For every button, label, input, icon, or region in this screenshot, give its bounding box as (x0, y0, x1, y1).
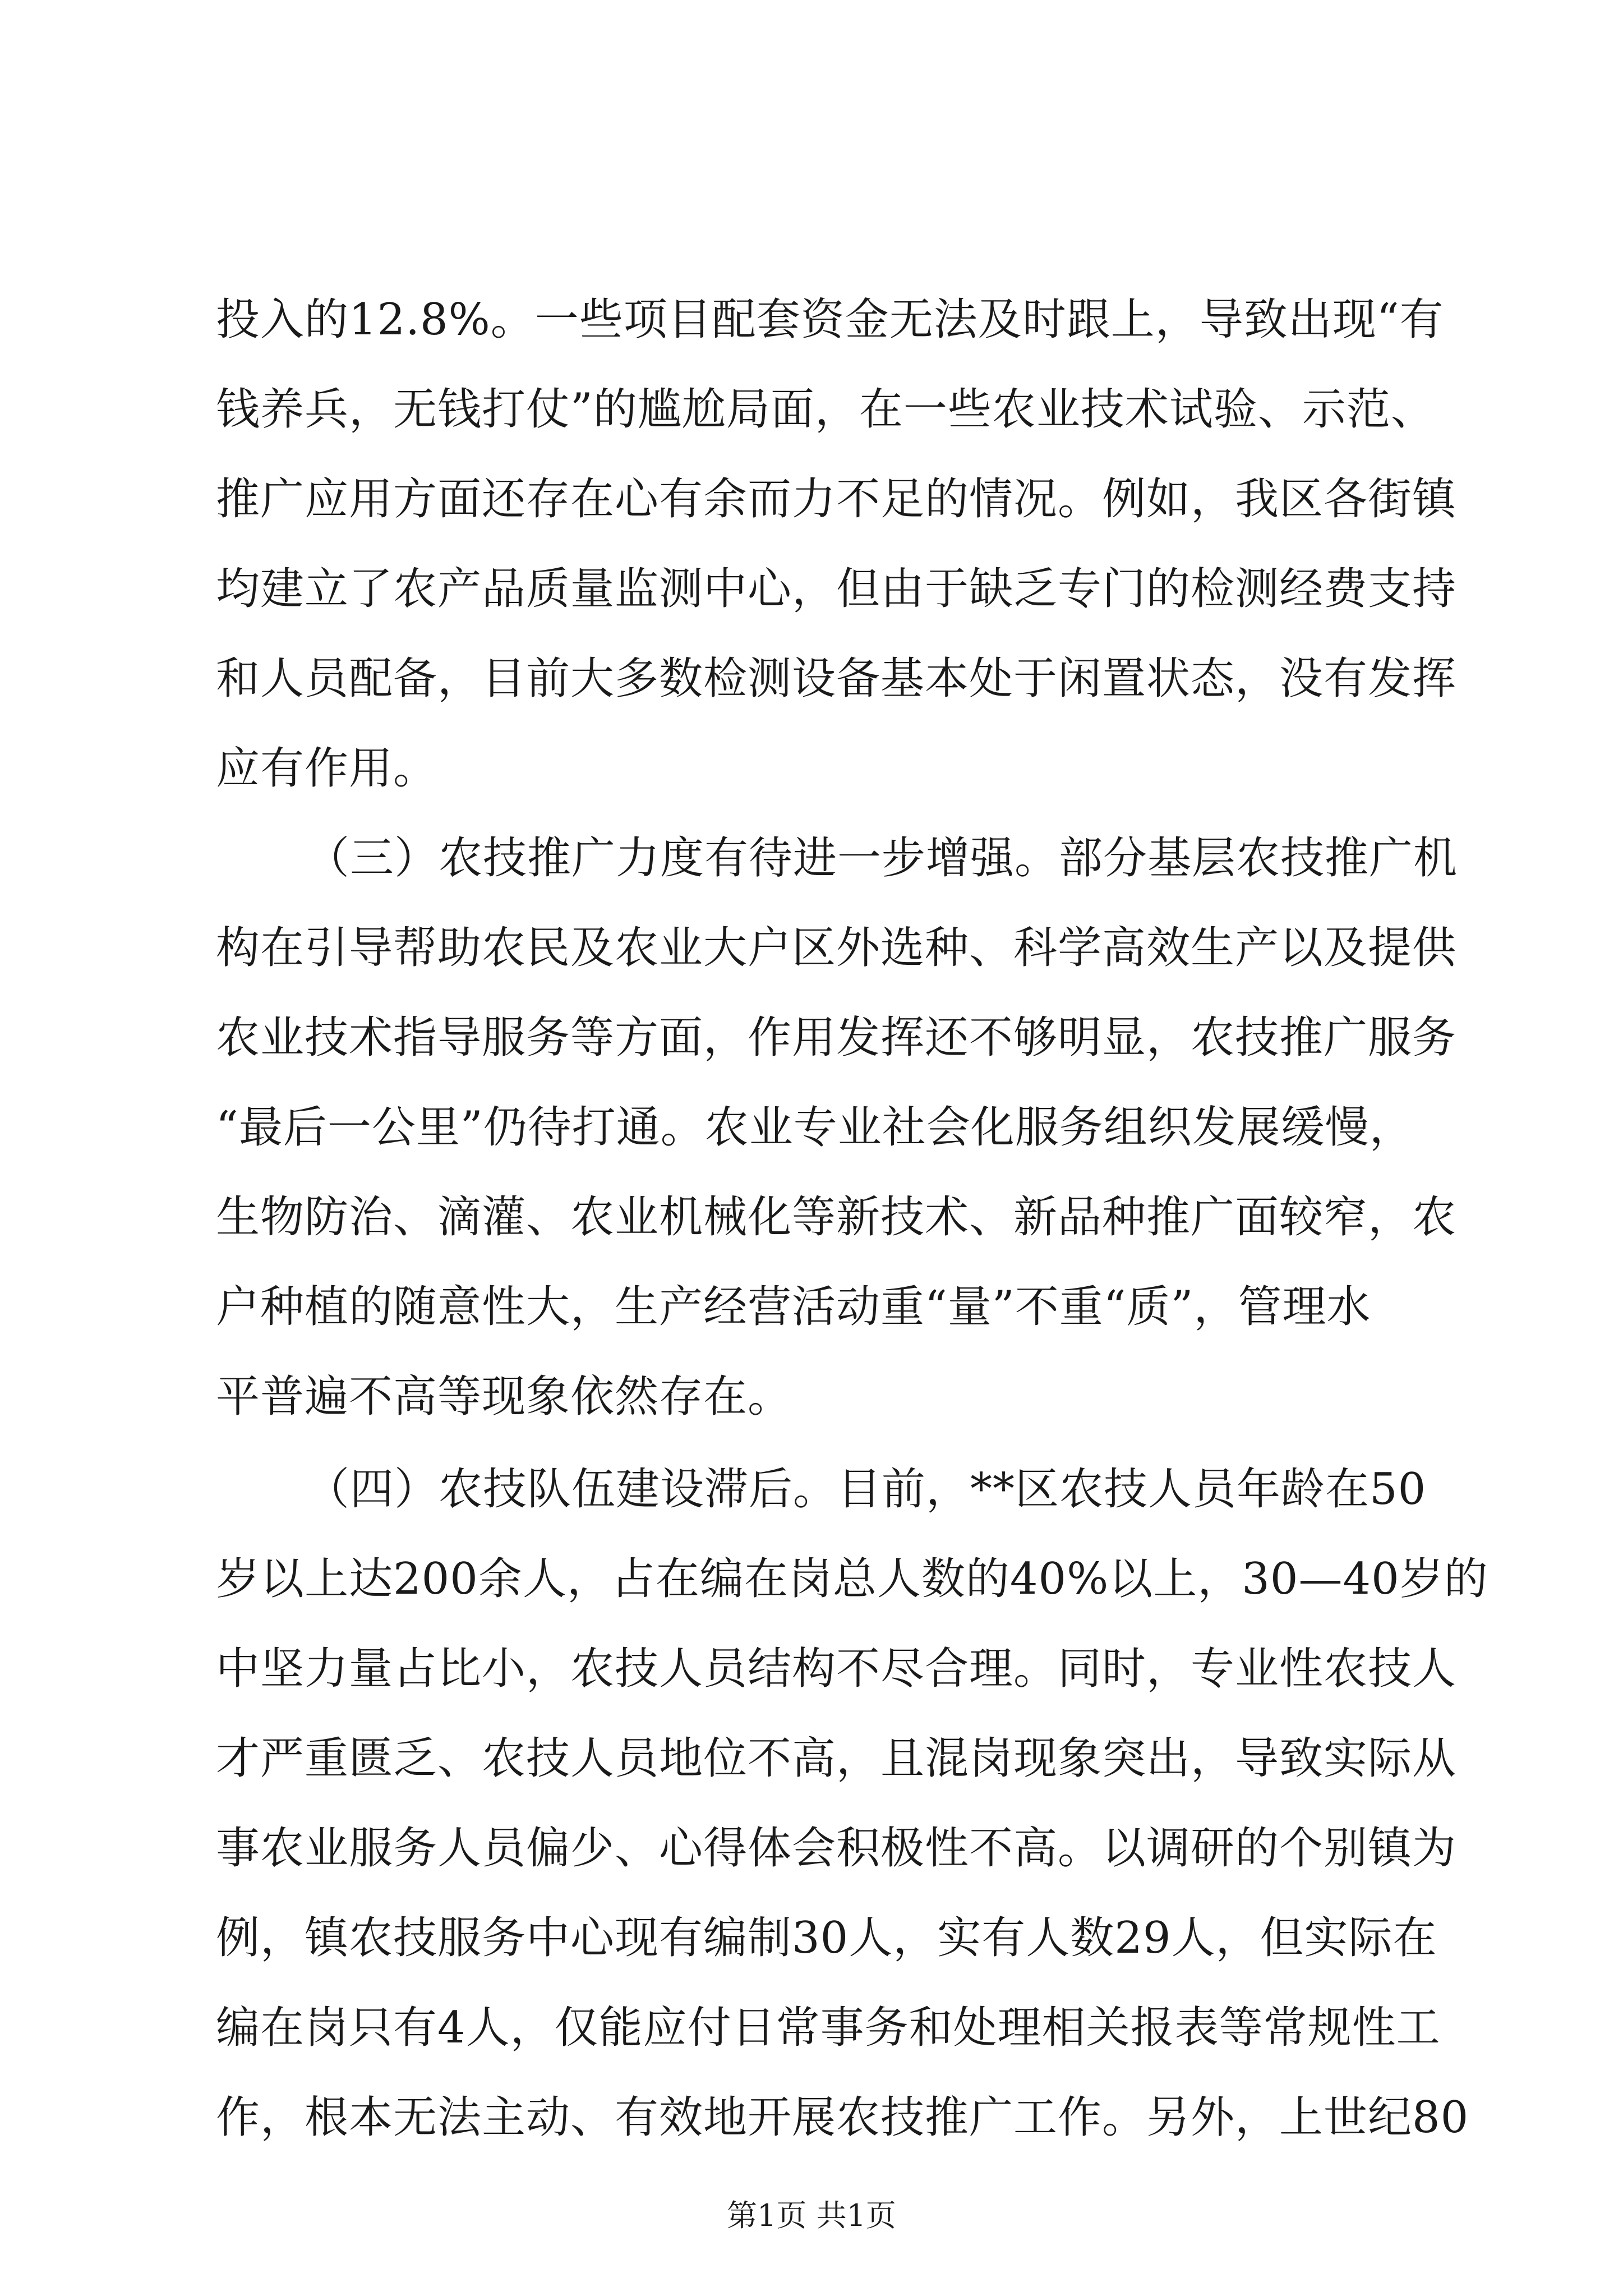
line-text: 农业技术指导服务等方面，作用发挥还不够明显，农技推广服务 (216, 1013, 1457, 1063)
text-line (0, 1265, 1623, 1349)
text-line (0, 1717, 1623, 1801)
text-line (0, 1447, 1623, 1531)
text-line (0, 1537, 1623, 1621)
line-text: 岁以上达200余人，占在编在岗总人数的40%以上，30—40岁的 (216, 1554, 1488, 1604)
line-text: （三）农技推广力度有待进一步增强。部分基层农技推广机 (306, 833, 1458, 884)
text-line (0, 996, 1623, 1080)
page-footer: 第1页 共1页 (727, 2198, 896, 2233)
line-text: 应有作用。 (216, 743, 438, 794)
line-text: “最后一公里”仍待打通。农业专业社会化服务组织发展缓慢， (216, 1102, 1414, 1153)
line-text: 户种植的随意性大，生产经营活动重“量”不重“质”，管理水 (216, 1282, 1371, 1332)
line-text: 均建立了农产品质量监测中心，但由于缺乏专门的检测经费支持 (216, 564, 1457, 614)
line-text: 事农业服务人员偏少、心得体会积极性不高。以调研的个别镇为 (216, 1823, 1457, 1874)
line-text: 生物防治、滴灌、农业机械化等新技术、新品种推广面较窄，农 (216, 1192, 1457, 1243)
text-line (0, 816, 1623, 900)
line-text: 平普遍不高等现象依然存在。 (216, 1372, 792, 1422)
line-text: （四）农技队伍建设滞后。目前，**区农技人员年龄在50 (306, 1464, 1427, 1515)
line-text: 例，镇农技服务中心现有编制30人，实有人数29人，但实际在 (216, 1913, 1437, 1963)
text-line (0, 1085, 1623, 1170)
line-text: 编在岗只有4人，仅能应付日常事务和处理相关报表等常规性工 (216, 2003, 1441, 2053)
text-line (0, 726, 1623, 811)
line-text: 才严重匮乏、农技人员地位不高，且混岗现象突出，导致实际从 (216, 1733, 1457, 1784)
line-text: 中坚力量占比小，农技人员结构不尽合理。同时，专业性农技人 (216, 1644, 1457, 1694)
text-line (0, 637, 1623, 721)
text-line (0, 457, 1623, 541)
line-text: 和人员配备，目前大多数检测设备基本处于闲置状态，没有发挥 (216, 654, 1457, 704)
text-line (0, 906, 1623, 990)
text-line (0, 1896, 1623, 1980)
text-line (0, 1355, 1623, 1439)
text-line (0, 278, 1623, 362)
text-line (0, 1806, 1623, 1890)
text-line (0, 547, 1623, 631)
line-text: 钱养兵，无钱打仗”的尴尬局面，在一些农业技术试验、示范、 (216, 384, 1435, 435)
text-line (0, 2076, 1623, 2160)
line-text: 推广应用方面还存在心有余而力不足的情况。例如，我区各街镇 (216, 474, 1457, 524)
text-line (0, 367, 1623, 452)
text-line (0, 1627, 1623, 1711)
line-text: 投入的12.8%。一些项目配套资金无法及时跟上，导致出现“有 (216, 295, 1444, 345)
line-text: 作，根本无法主动、有效地开展农技推广工作。另外，上世纪80 (216, 2092, 1469, 2143)
line-text: 构在引导帮助农民及农业大户区外选种、科学高效生产以及提供 (216, 923, 1457, 973)
text-line (0, 1175, 1623, 1259)
text-line (0, 1986, 1623, 2070)
